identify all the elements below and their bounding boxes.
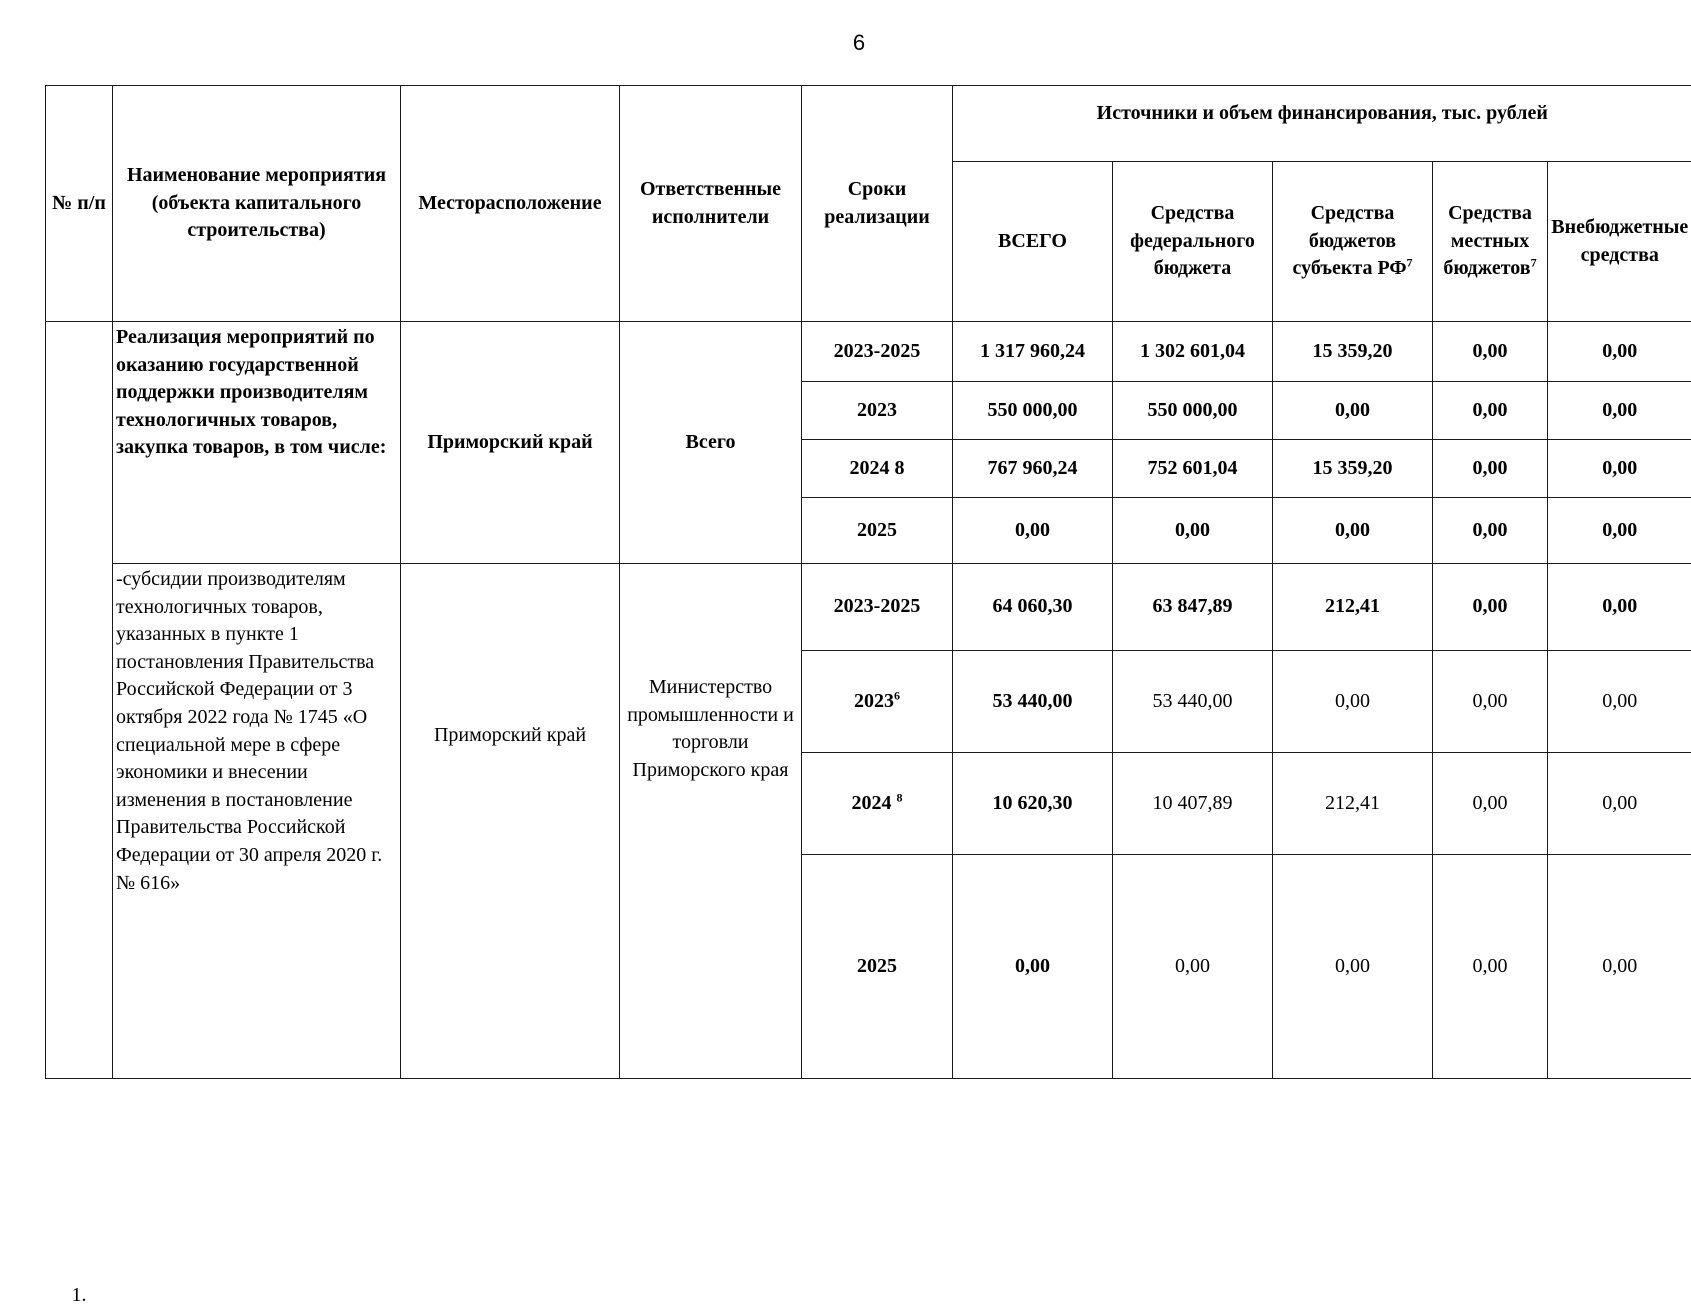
extra-cell: 0,00 (1548, 322, 1691, 382)
table-row (46, 564, 1691, 651)
subject-cell: 15 359,20 (1273, 322, 1433, 382)
extra-cell: 0,00 (1548, 753, 1691, 855)
subject-cell: 212,41 (1273, 753, 1433, 855)
federal-cell: 550 000,00 (1113, 382, 1273, 440)
extra-cell: 0,00 (1548, 440, 1691, 498)
total-cell: 550 000,00 (953, 382, 1113, 440)
header-sources: Источники и объем финансирования, тыс. рублей (953, 86, 1691, 162)
local-cell: 0,00 (1433, 322, 1548, 382)
subject-cell: 0,00 (1273, 855, 1433, 1079)
period-cell: 2023-2025 (802, 322, 953, 382)
extra-cell: 0,00 (1548, 564, 1691, 651)
header-period: Сроки реализации (802, 86, 953, 322)
total-cell: 0,00 (953, 855, 1113, 1079)
subject-cell: 0,00 (1273, 382, 1433, 440)
local-cell: 0,00 (1433, 753, 1548, 855)
subject-cell: 0,00 (1273, 498, 1433, 564)
local-cell: 0,00 (1433, 855, 1548, 1079)
subject-cell: 212,41 (1273, 564, 1433, 651)
period-cell: 2025 (802, 498, 953, 564)
header-responsible: Ответственные исполнители (620, 86, 802, 322)
header-subject: Средства бюджетов субъекта $РФ^7$ (1273, 162, 1433, 322)
header-num: № п/п (46, 86, 113, 322)
subject-cell: 0,00 (1273, 651, 1433, 753)
total-cell: 53 440,00 (953, 651, 1113, 753)
local-cell: 0,00 (1433, 498, 1548, 564)
federal-cell: 10 407,89 (1113, 753, 1273, 855)
local-cell: 0,00 (1433, 382, 1548, 440)
federal-cell: 53 440,00 (1113, 651, 1273, 753)
total-cell: 767 960,24 (953, 440, 1113, 498)
group1-responsible: Всего (620, 322, 802, 564)
local-cell: 0,00 (1433, 440, 1548, 498)
federal-cell: 1 302 601,04 (1113, 322, 1273, 382)
extra-cell: 0,00 (1548, 651, 1691, 753)
group2-location: Приморский край (401, 564, 620, 1079)
group2-responsible: Министерство промышленности и торговли Приморского края (620, 564, 802, 1079)
total-cell: 64 060,30 (953, 564, 1113, 651)
header-row-1 (46, 86, 1691, 162)
federal-cell: 0,00 (1113, 498, 1273, 564)
group1-name: Реализация мероприятий по оказанию государственной поддержки производителям технологичных товаров, закупка товаров, в том числе: (113, 322, 401, 564)
header-name: Наименование мероприятия (объекта капитального строительства) (113, 86, 401, 322)
period-cell: 2024 8 (802, 440, 953, 498)
period-cell: 2023-2025 (802, 564, 953, 651)
period-cell: 2023$^6$ (802, 651, 953, 753)
header-location: Месторасположение (401, 86, 620, 322)
header-extra: Внебюджетные средства (1548, 162, 1691, 322)
period-cell: 2023 (802, 382, 953, 440)
local-cell: 0,00 (1433, 651, 1548, 753)
header-federal: Средства федерального бюджета (1113, 162, 1273, 322)
federal-cell: 63 847,89 (1113, 564, 1273, 651)
extra-cell: 0,00 (1548, 498, 1691, 564)
row-number-cell (46, 322, 113, 1079)
header-total: ВСЕГО (953, 162, 1113, 322)
header-local: Средства местных бюджетов$^7$ (1433, 162, 1548, 322)
table-row (46, 322, 1691, 382)
federal-cell: 0,00 (1113, 855, 1273, 1079)
federal-cell: 752 601,04 (1113, 440, 1273, 498)
row-number: 1. (49, 1282, 109, 1310)
total-cell: 0,00 (953, 498, 1113, 564)
total-cell: 10 620,30 (953, 753, 1113, 855)
page-number: 6 (0, 30, 1691, 56)
period-cell: 2025 (802, 855, 953, 1079)
group2-name: -субсидии производителям технологичных товаров, указанных в пункте 1 постановления Правительства Российской Федерации от 3 октября 2022 года № 1745 «О специальной мере в сфере экономики и внесении изменения в постановление Правительства Российской Федерации от 30 апреля 2020 г. № 616» (113, 564, 401, 1079)
local-cell: 0,00 (1433, 564, 1548, 651)
extra-cell: 0,00 (1548, 382, 1691, 440)
extra-cell: 0,00 (1548, 855, 1691, 1079)
total-cell: 1 317 960,24 (953, 322, 1113, 382)
period-cell: 2024 $^8$ (802, 753, 953, 855)
group1-location: Приморский край (401, 322, 620, 564)
subject-cell: 15 359,20 (1273, 440, 1433, 498)
financing-table (45, 85, 1691, 1079)
